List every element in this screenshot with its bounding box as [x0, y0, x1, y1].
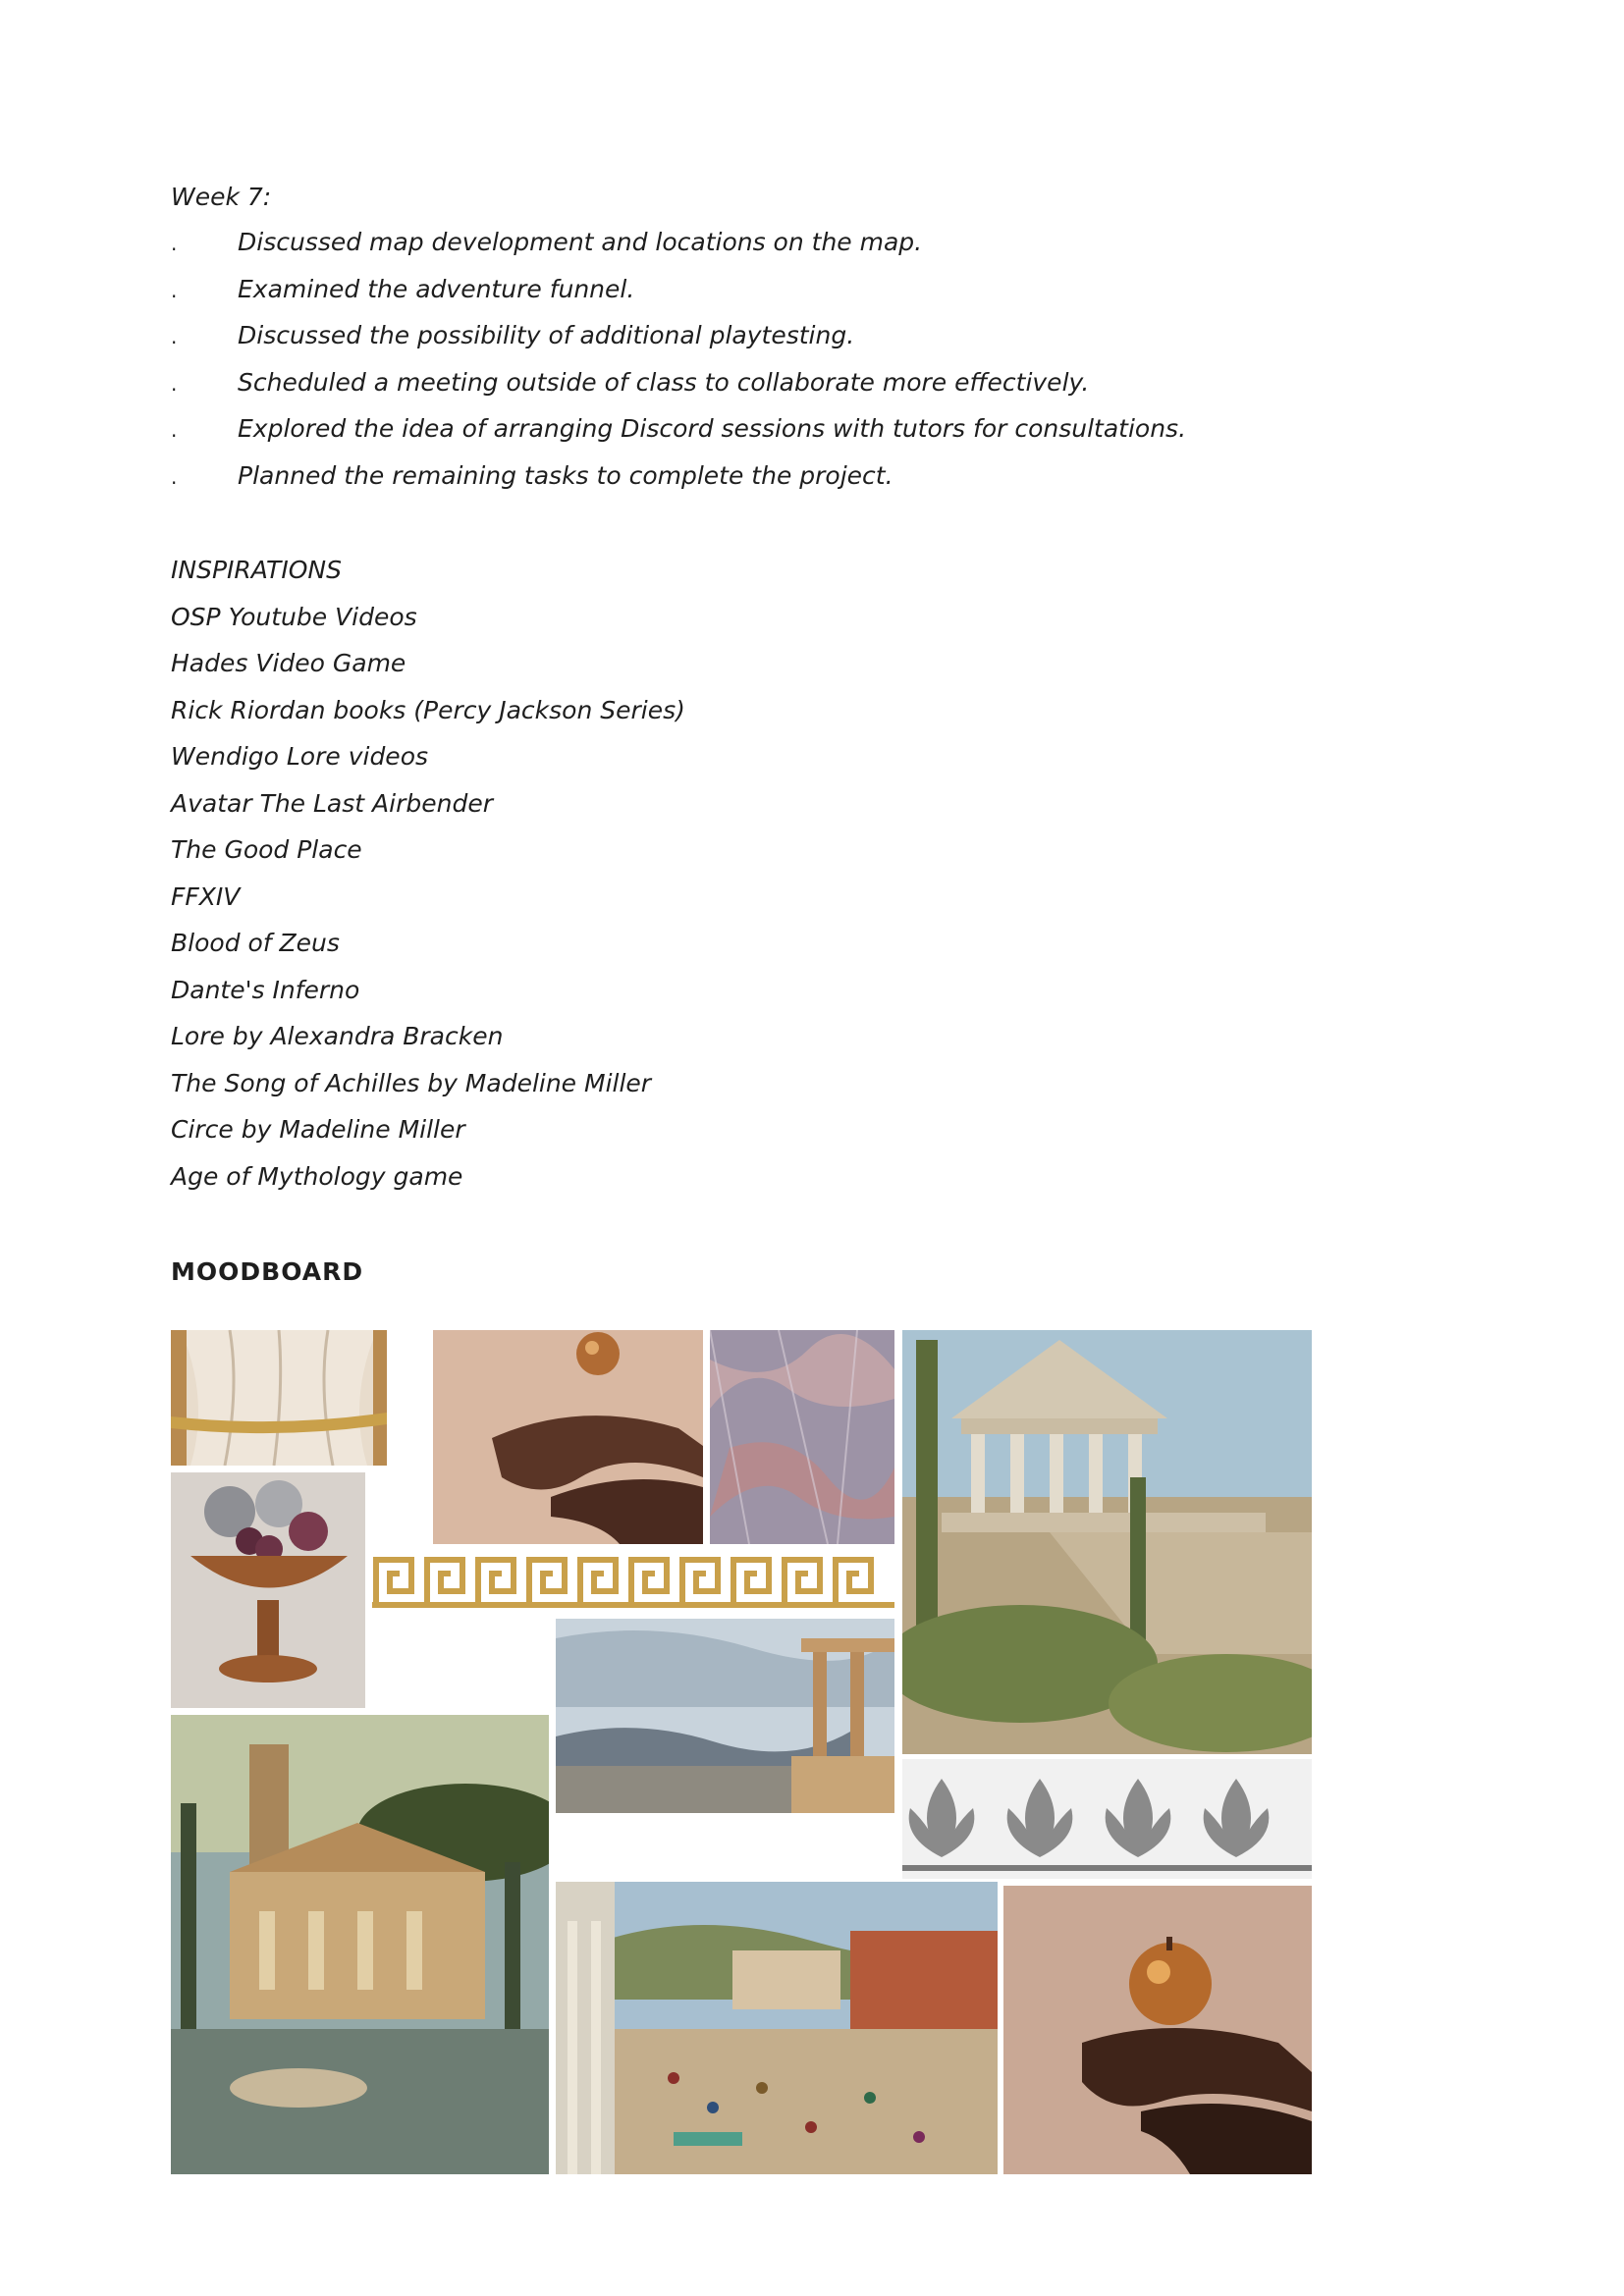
greek-key-border-image	[372, 1552, 894, 1611]
list-item: Dante's Inferno	[171, 975, 360, 1004]
moodboard-collage	[171, 1330, 1312, 2174]
bullet-icon: ·	[171, 238, 178, 261]
list-item: Hades Video Game	[171, 649, 406, 677]
list-item: Avatar The Last Airbender	[171, 788, 493, 818]
document-page: Week 7: · Discussed map development and locations on the map. · Examined the adventure funnel. · Discussed the possibility of additional playtesting. · Scheduled a meeting outside of class to collaborate more effectively. · Explored the idea of arranging Discord sessions with tutors for consultations. · Planned the remaining tasks to complete the project. INSPIRATIONS OSP Youtube Videos Hades Video Game Rick Riordan books (Percy Jackson Series) Wendigo Lore videos Avatar The Last Airbender The Good Place FFXIV Blood of Zeus Dante's Inferno Lore by Alexandra Bracken The Song of Achilles by Madeline Miller Circe by Madeline Miller Age of Mythology game MOODBOARD	[0, 0, 1624, 2296]
bullet-icon: ·	[171, 424, 178, 448]
agora-market-image	[556, 1882, 998, 2174]
fruit-chalice-image	[171, 1472, 365, 1708]
bullet-icon: ·	[171, 377, 178, 401]
list-item: Circe by Madeline Miller	[171, 1115, 465, 1144]
inspirations-list	[171, 556, 685, 1208]
greek-temple-image	[902, 1330, 1312, 1754]
list-item: Blood of Zeus	[171, 929, 340, 957]
bullet-icon: ·	[171, 284, 178, 308]
list-item: Rick Riordan books (Percy Jackson Series)	[171, 695, 685, 724]
list-item: Age of Mythology game	[171, 1161, 463, 1191]
list-item: Lore by Alexandra Bracken	[171, 1022, 504, 1050]
bullet-icon: ·	[171, 331, 178, 354]
list-item: The Song of Achilles by Madeline Miller	[171, 1068, 652, 1097]
list-item: OSP Youtube Videos	[171, 602, 417, 631]
palmette-frieze-image	[902, 1759, 1312, 1879]
caryatids-view-image	[556, 1619, 894, 1813]
inspirations-heading: INSPIRATIONS	[171, 556, 342, 584]
toga-belt-image	[171, 1330, 387, 1466]
week-title: Week 7:	[171, 183, 272, 211]
list-item: Wendigo Lore videos	[171, 742, 429, 771]
list-item: The Good Place	[171, 835, 362, 864]
golden-apple-hands-image	[433, 1330, 703, 1544]
marble-texture-image	[710, 1330, 894, 1544]
moodboard-heading: MOODBOARD	[171, 1257, 364, 1286]
classical-city-painting-image	[171, 1715, 549, 2174]
golden-apple-hands-closeup-image	[1003, 1886, 1312, 2174]
list-item: FFXIV	[171, 881, 241, 911]
bullet-icon: ·	[171, 470, 178, 495]
